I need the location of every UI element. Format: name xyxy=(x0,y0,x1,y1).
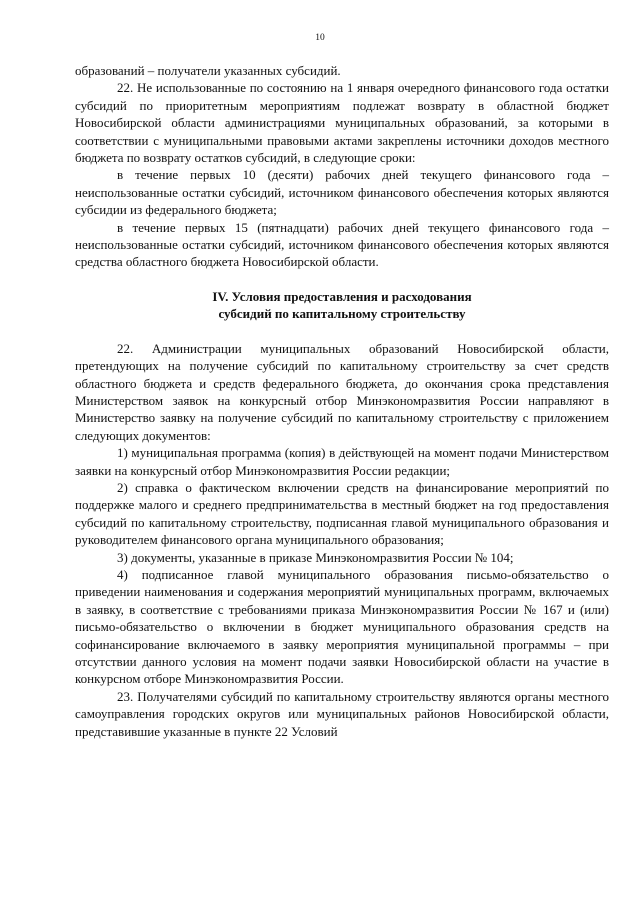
list-item: 1) муниципальная программа (копия) в действующей на момент подачи Министерством заявки на конкурсный отбор Минэкономразвития России редакции; xyxy=(75,445,609,478)
page-number: 10 xyxy=(315,33,325,43)
list-item: 2) справка о фактическом включении средств на финансирование мероприятий по поддержке малого и среднего предпринимательства в местный бюджет на год предоставления субсидий по капитальному строительству, подписанная главой муниципального образования и руководителем финансового органа муниципального образования; xyxy=(75,479,609,548)
section-heading xyxy=(75,288,609,323)
paragraph: в течение первых 10 (десяти) рабочих дней текущего финансового года – неиспользованные остатки субсидий, источником финансового обеспечения которых являются субсидии из федерального бюджета; xyxy=(75,167,609,218)
paragraph: в течение первых 15 (пятнадцати) рабочих дней текущего финансового года – неиспользованные остатки субсидий, источником финансового обеспечения которых являются средства областного бюджета Новосибирской области. xyxy=(75,219,609,270)
paragraph: 23. Получателями субсидий по капитальному строительству являются органы местного самоуправления городских округов или муниципальных районов Новосибирской области, представившие указанные в пункте 22 Условий xyxy=(75,688,609,739)
section-heading-line: IV. Условия предоставления и расходования xyxy=(212,288,472,304)
document-body xyxy=(75,62,609,740)
paragraph: образований – получатели указанных субсидий. xyxy=(75,63,341,78)
paragraph: 22. Администрации муниципальных образований Новосибирской области, претендующих на получение субсидий по капитальному строительству за счет средств областного бюджета и средств федерального бюджета, до окончания срока представления Министерством заявок на конкурсный отбор Минэкономразвития России направляют в Министерство заявку на получение субсидий по капитальному строительству с приложением следующих документов: xyxy=(75,340,609,443)
section-heading-line: субсидий по капитальному строительству xyxy=(218,306,466,322)
paragraph: 22. Не использованные по состоянию на 1 января очередного финансового года остатки субсидий по приоритетным мероприятиям подлежат возврату в областной бюджет Новосибирской области администрациями муниципальных образований, за которыми в соответствии с муниципальными правовыми актами закреплены источники доходов местного бюджета по возврату остатков субсидий, в следующие сроки: xyxy=(75,80,609,166)
list-item: 4) подписанное главой муниципального образования письмо-обязательство о приведении наименования и содержания мероприятий муниципальных программ, включаемых в заявку, в соответствие с требованиями приказа Минэкономразвития России № 167 и (или) письмо-обязательство о включении в бюджет муниципального образования средств на софинансирование включаемого в заявку мероприятия муниципальной программы – при отсутствии данного условия на момент подачи заявки Новосибирской области на участие в конкурсном отборе Минэкономразвития России. xyxy=(75,566,609,687)
list-item: 3) документы, указанные в приказе Минэкономразвития России № 104; xyxy=(117,549,514,565)
